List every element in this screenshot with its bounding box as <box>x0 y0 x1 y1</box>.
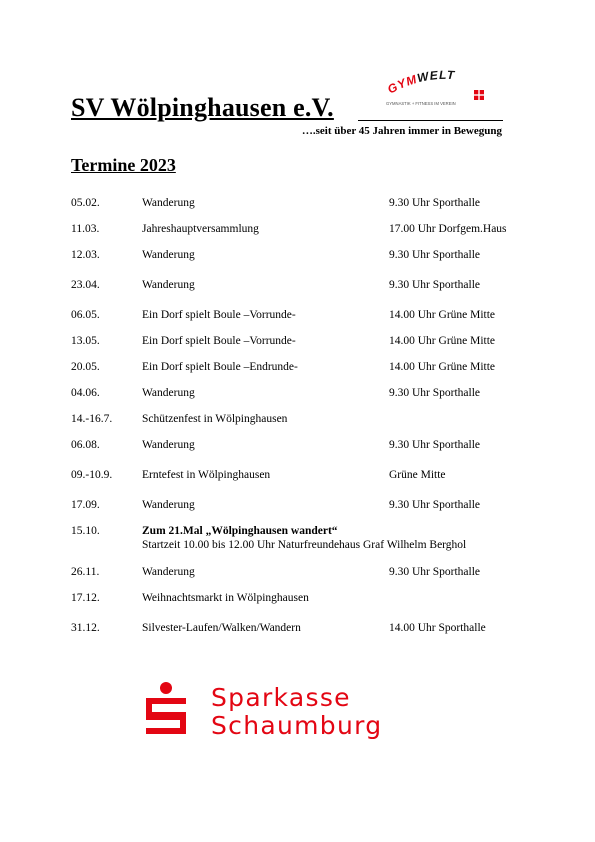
sparkasse-s-icon <box>140 682 192 738</box>
event-date: 17.09. <box>71 499 100 511</box>
event-detail: 17.00 Uhr Dorfgem.Haus <box>389 223 507 235</box>
event-date: 23.04. <box>71 279 100 291</box>
section-title: Termine 2023 <box>71 155 176 175</box>
event-detail: 14.00 Uhr Grüne Mitte <box>389 335 496 347</box>
event-detail: 14.00 Uhr Sporthalle <box>389 622 486 634</box>
event-description: Startzeit 10.00 bis 12.00 Uhr Naturfreundehaus Graf Wilhelm Berghol <box>142 539 467 551</box>
event-name: Jahreshauptversammlung <box>142 223 259 235</box>
sparkasse-wordmark <box>211 684 382 740</box>
event-name: Ein Dorf spielt Boule –Endrunde- <box>142 361 298 373</box>
event-date: 31.12. <box>71 622 100 634</box>
event-detail: 9.30 Uhr Sporthalle <box>389 249 481 261</box>
sparkasse-logo <box>140 676 460 746</box>
gymwelt-tagline: GYMNASTIK + FITNESS IM VEREIN <box>386 101 456 106</box>
event-name: Wanderung <box>142 249 195 261</box>
event-name: Weihnachtsmarkt in Wölpinghausen <box>142 592 309 604</box>
gymwelt-logo <box>378 64 490 108</box>
event-date: 13.05. <box>71 335 100 347</box>
event-detail: 9.30 Uhr Sporthalle <box>389 566 481 578</box>
title-underline <box>358 120 503 121</box>
event-date: 26.11. <box>71 566 100 578</box>
event-date: 14.-16.7. <box>71 413 113 425</box>
event-name: Silvester-Laufen/Walken/Wandern <box>142 622 301 634</box>
event-name: Wanderung <box>142 439 195 451</box>
event-name: Wanderung <box>142 279 195 291</box>
dtb-emblem-icon <box>474 90 484 100</box>
event-date: 11.03. <box>71 223 100 235</box>
club-subtitle: ….seit über 45 Jahren immer in Bewegung <box>301 125 502 137</box>
event-detail: 9.30 Uhr Sporthalle <box>389 387 481 399</box>
event-detail: 9.30 Uhr Sporthalle <box>389 197 481 209</box>
sparkasse-line2: Schaumburg <box>211 711 383 740</box>
event-name: Zum 21.Mal „Wölpinghausen wandert“ <box>142 525 338 537</box>
event-name: Wanderung <box>142 387 195 399</box>
event-date: 12.03. <box>71 249 100 261</box>
event-date: 06.08. <box>71 439 100 451</box>
event-date: 05.02. <box>71 197 100 209</box>
event-detail: Grüne Mitte <box>389 469 446 481</box>
event-date: 15.10. <box>71 525 100 537</box>
event-detail: 14.00 Uhr Grüne Mitte <box>389 361 496 373</box>
event-detail: 9.30 Uhr Sporthalle <box>389 279 481 291</box>
event-detail: 9.30 Uhr Sporthalle <box>389 439 481 451</box>
event-name: Wanderung <box>142 499 195 511</box>
event-name: Schützenfest in Wölpinghausen <box>142 413 288 425</box>
event-date: 17.12. <box>71 592 100 604</box>
event-name: Ein Dorf spielt Boule –Vorrunde- <box>142 309 296 321</box>
event-name: Wanderung <box>142 566 195 578</box>
event-name: Ein Dorf spielt Boule –Vorrunde- <box>142 335 296 347</box>
svg-text:GYMWELT: GYMWELT <box>385 67 456 97</box>
event-detail: 9.30 Uhr Sporthalle <box>389 499 481 511</box>
event-detail: 14.00 Uhr Grüne Mitte <box>389 309 496 321</box>
event-date: 06.05. <box>71 309 100 321</box>
club-title: SV Wölpinghausen e.V. <box>71 93 334 122</box>
event-name: Erntefest in Wölpinghausen <box>142 469 271 481</box>
sparkasse-line1: Sparkasse <box>211 683 351 712</box>
event-name: Wanderung <box>142 197 195 209</box>
event-date: 09.-10.9. <box>71 469 113 481</box>
event-date: 20.05. <box>71 361 100 373</box>
event-date: 04.06. <box>71 387 100 399</box>
